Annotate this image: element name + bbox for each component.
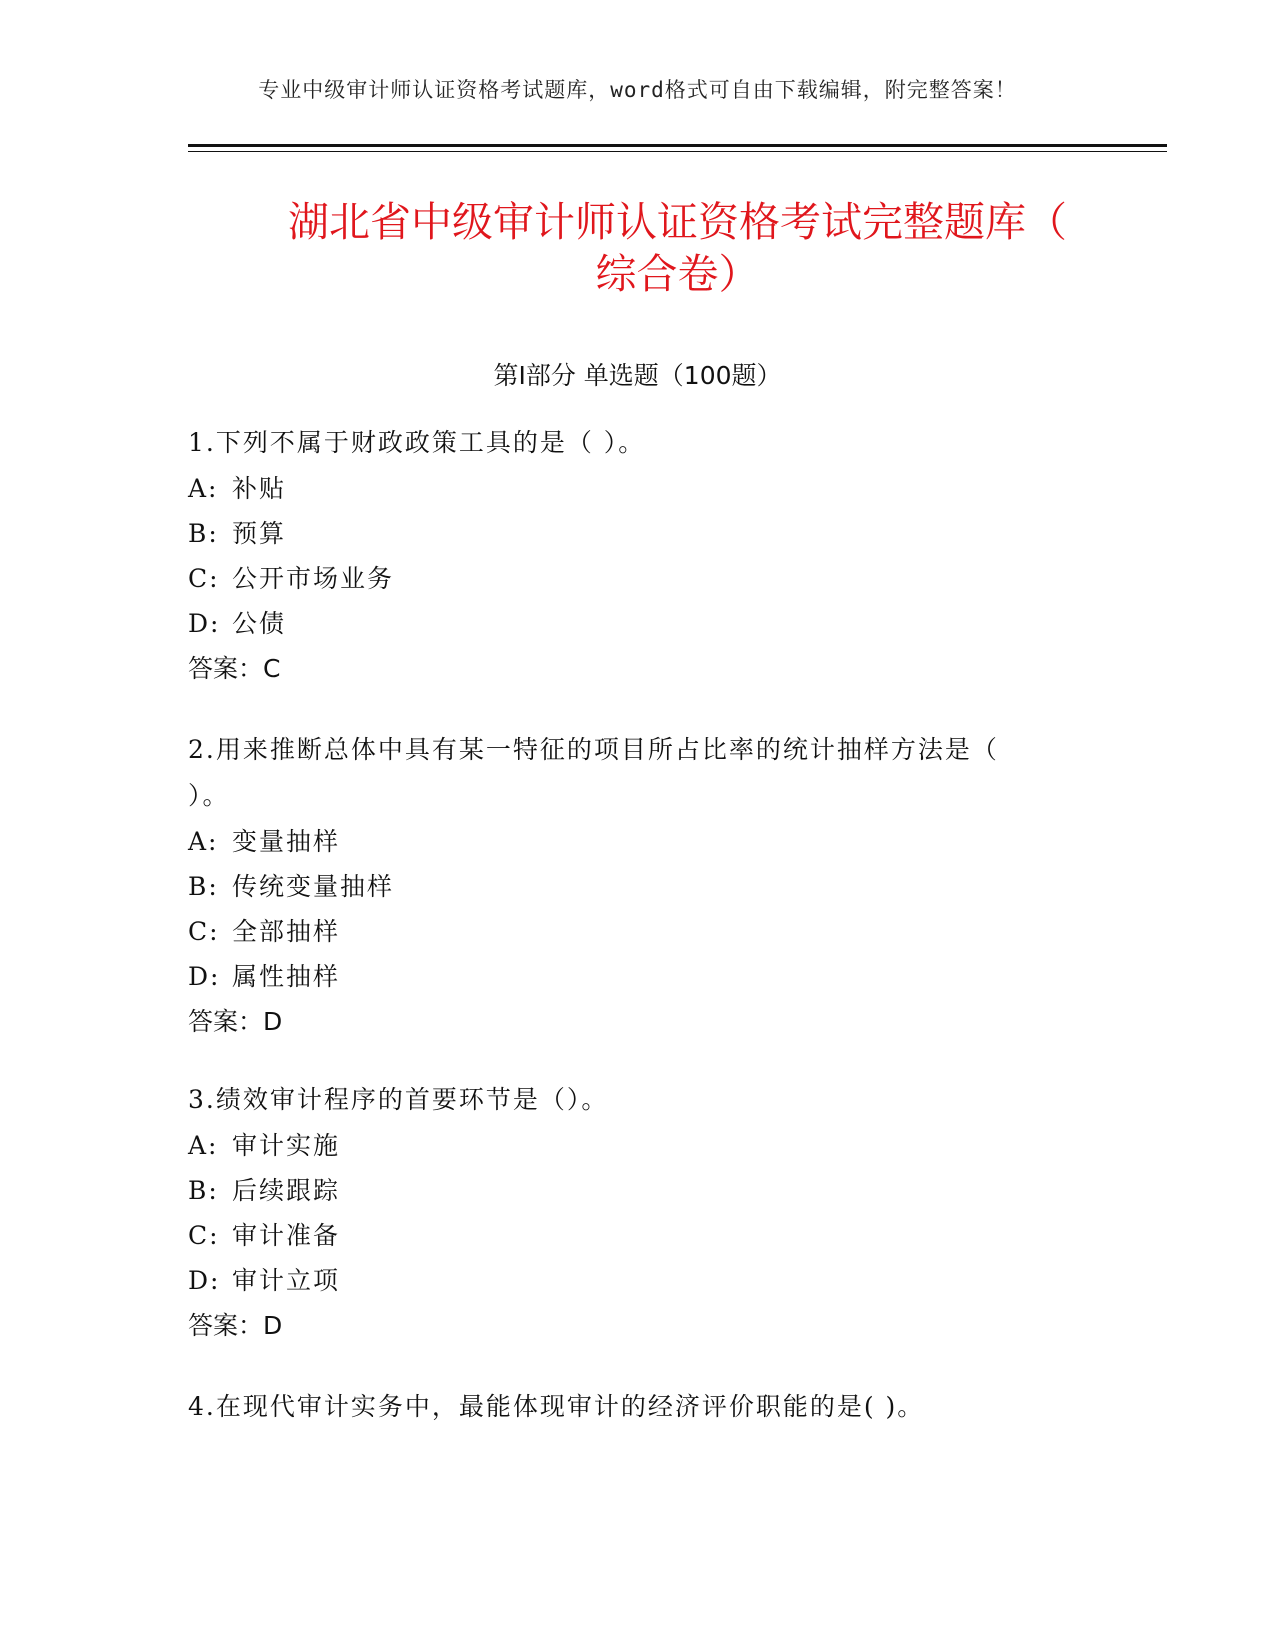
document-title-line2: 综合卷） — [595, 250, 760, 298]
document-title — [188, 196, 1127, 300]
option-text: 公债 — [232, 609, 287, 638]
option-letter: C: — [188, 1221, 220, 1250]
answer: 答案：D — [188, 1311, 283, 1340]
option-letter: A: — [188, 827, 219, 856]
option-letter: C: — [188, 564, 220, 593]
option-text: 预算 — [232, 519, 287, 548]
option-b — [188, 864, 1068, 909]
option-letter: B: — [188, 519, 219, 548]
option-c — [188, 909, 1068, 954]
option-b — [188, 1168, 1068, 1213]
option-a — [188, 1123, 1068, 1168]
option-text: 属性抽样 — [232, 962, 341, 991]
option-d — [188, 954, 1068, 999]
header-rule-thin — [188, 151, 1167, 152]
option-text: 变量抽样 — [232, 827, 341, 856]
option-letter: D: — [188, 1266, 221, 1295]
option-b — [188, 511, 1068, 556]
option-text: 审计准备 — [232, 1221, 341, 1250]
option-a — [188, 466, 1068, 511]
option-c — [188, 1213, 1068, 1258]
question-text: 4.在现代审计实务中，最能体现审计的经济评价职能的是( )。 — [188, 1392, 925, 1421]
option-text: 传统变量抽样 — [232, 872, 395, 901]
option-d — [188, 601, 1068, 646]
question-text-continued: ）。 — [188, 781, 230, 810]
section-title: 第Ⅰ部分 单选题（100题） — [493, 361, 782, 390]
option-letter: A: — [188, 1131, 219, 1160]
answer: 答案：D — [188, 1007, 283, 1036]
option-letter: D: — [188, 609, 221, 638]
option-text: 审计立项 — [232, 1266, 341, 1295]
question-4 — [188, 1384, 1068, 1430]
option-letter: C: — [188, 917, 220, 946]
document-title-line1: 湖北省中级审计师认证资格考试完整题库（ — [288, 198, 1067, 246]
question-text: 3.绩效审计程序的首要环节是（）。 — [188, 1085, 609, 1114]
question-2 — [188, 727, 1068, 1045]
question-3 — [188, 1077, 1068, 1349]
question-text: 2.用来推断总体中具有某一特征的项目所占比率的统计抽样方法是（ — [188, 735, 999, 764]
option-a — [188, 819, 1068, 864]
header-note: 专业中级审计师认证资格考试题库，word格式可自由下载编辑，附完整答案！ — [258, 78, 1017, 102]
option-d — [188, 1258, 1068, 1303]
option-letter: A: — [188, 474, 219, 503]
header-rule-thick — [188, 144, 1167, 147]
option-text: 审计实施 — [232, 1131, 341, 1160]
option-letter: B: — [188, 1176, 219, 1205]
question-1 — [188, 420, 1068, 692]
option-letter: D: — [188, 962, 221, 991]
option-text: 公开市场业务 — [232, 564, 395, 593]
question-text: 1.下列不属于财政政策工具的是（ ）。 — [188, 428, 646, 457]
option-text: 后续跟踪 — [232, 1176, 341, 1205]
option-text: 全部抽样 — [232, 917, 341, 946]
option-letter: B: — [188, 872, 219, 901]
option-c — [188, 556, 1068, 601]
option-text: 补贴 — [232, 474, 287, 503]
answer: 答案：C — [188, 654, 281, 683]
